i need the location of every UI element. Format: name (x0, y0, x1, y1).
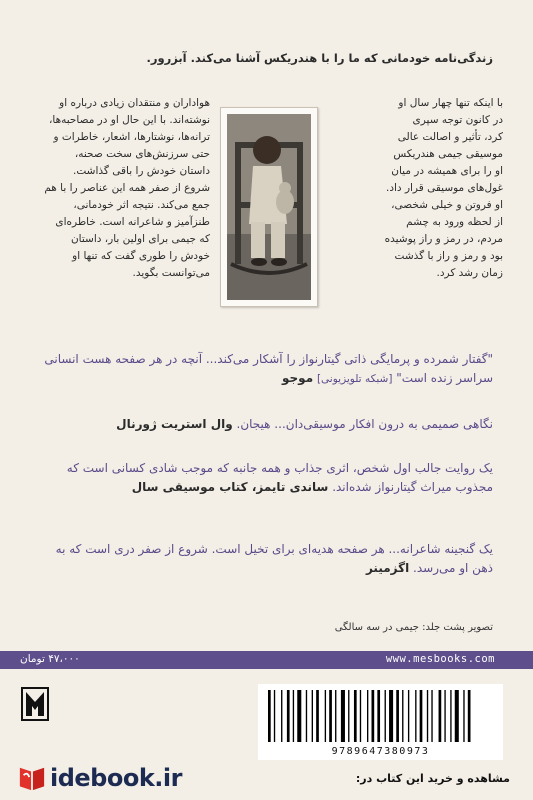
barcode-bar (377, 690, 380, 742)
bio-line: خودش را طوری گفت که تنها او (72, 250, 210, 262)
quote-source: ساندی تایمز، کتاب موسیقی سال (131, 479, 329, 494)
barcode-bar (312, 690, 313, 742)
bio-line: شروع از صفر همه این عناصر را با هم (44, 182, 210, 194)
bio-line: زمان رشد کرد. (436, 267, 503, 279)
barcode-bar (316, 690, 319, 742)
barcode-bar (463, 690, 464, 742)
barcode-bar (268, 690, 271, 742)
barcode-bar (389, 690, 393, 742)
bio-line: در کانون توجه سپری (412, 114, 503, 126)
barcode-bar (420, 690, 423, 742)
bio-line: ترانه‌ها، نوشتارها، اشعار، خاطرات و (53, 131, 210, 143)
isbn-number: 9789647380973 (331, 746, 430, 757)
barcode-bar (306, 690, 307, 742)
bio-line: کرد، تأثیر و اصالت عالی (397, 131, 503, 143)
barcode-bar (439, 690, 442, 742)
barcode-bar (431, 690, 432, 742)
barcode-bar (274, 690, 275, 742)
quote-text: "گفتار شمرده و پرمایگی ذاتی گیتارنواز را آشکار می‌کند... آنچه در هر صفحه هست انسانی سراسر زنده است" (44, 352, 493, 385)
barcode-bar (287, 690, 290, 742)
review-quote-wsj (33, 415, 493, 434)
barcode-bar (372, 690, 375, 742)
review-quote-sunday-times (33, 459, 493, 496)
bio-line: موسیقی جیمی هندریکس (393, 148, 503, 160)
bio-line: او را برای همیشه در میان (391, 165, 503, 177)
bio-line: می‌توانست بگوید. (132, 267, 210, 279)
barcode-bar (402, 690, 403, 742)
barcode-bar (396, 690, 399, 742)
publisher-bar (0, 651, 533, 669)
barcode-bar (329, 690, 332, 742)
barcode-bars (268, 690, 493, 742)
barcode-bar (455, 690, 459, 742)
bio-line: هواداران و منتقدان زیادی درباره او (59, 97, 210, 109)
barcode-bar (360, 690, 361, 742)
barcode-bar (408, 690, 409, 742)
bio-line: با اینکه تنها چهار سال او (398, 97, 503, 109)
review-quote-examiner (33, 540, 493, 577)
barcode-bar (325, 690, 326, 742)
bio-line: حتی سرزنش‌های سخت صحنه، (74, 148, 210, 160)
publisher-logo-icon (20, 686, 50, 722)
bio-left-column (20, 95, 210, 282)
barcode-bar (335, 690, 336, 742)
bio-line: او فروتن و خیلی شخصی، (391, 199, 503, 211)
quote-bracket: [شبکه تلویزیونی] (316, 372, 393, 385)
barcode-bar (293, 690, 294, 742)
watermark-text: مشاهده و خرید این کتاب در: (355, 772, 510, 785)
quote-text: یک گنجینه شاعرانه... هر صفحه هدیه‌ای برای تخیل است. شروع از صفر دری است که به ذهن او می‌رسد. (55, 542, 493, 575)
barcode-bar (450, 690, 451, 742)
barcode-bar (281, 690, 282, 742)
bio-line: داستان خودش را باقی گذاشت. (73, 165, 210, 177)
isbn-barcode (258, 684, 503, 760)
barcode-bar (348, 690, 349, 742)
watermark-brand: idebook.ir (50, 764, 182, 792)
photo-image (227, 114, 311, 300)
barcode-bar (367, 690, 368, 742)
child-in-chair-illustration (227, 114, 311, 300)
bio-line: مردم، در رمز و راز پوشیده (384, 233, 503, 245)
quote-text: نگاهی صمیمی به درون افکار موسیقی‌دان... هیجان. (236, 417, 493, 431)
bio-right-column (363, 95, 503, 282)
bio-line: طنزآمیز و شاعرانه است. خاطره‌ای (55, 216, 210, 228)
barcode-bar (468, 690, 471, 742)
review-quote-mojo (33, 350, 493, 387)
bio-line: غول‌های موسیقی قرار داد. (386, 182, 503, 194)
quote-source: موجو (282, 370, 314, 385)
barcode-bar (415, 690, 416, 742)
watermark-logo[interactable] (18, 762, 182, 794)
quote-source: وال استریت ژورنال (116, 417, 233, 431)
price-label: ۴۷،۰۰۰ تومان (20, 653, 80, 665)
bio-line: جمع می‌کند. نتیجه اثر خودمانی، (73, 199, 210, 211)
quote-text: یک روایت جالب اول شخص، اثری جذاب و همه جانبه که موجب شادی کسانی است که مجذوب میراث گیتارنواز شده‌اند. (66, 461, 493, 494)
tagline: زندگی‌نامه خودمانی که ما را با هندریکس آشنا می‌کند. آبزرور. (146, 51, 493, 65)
book-icon (18, 764, 46, 792)
publisher-url[interactable]: www.mesbooks.com (385, 653, 495, 665)
barcode-bar (427, 690, 428, 742)
bio-line: بود و رمز و راز با گذشت (394, 250, 503, 262)
cover-photo-caption: تصویر پشت جلد: جیمی در سه سالگی (334, 622, 493, 633)
barcode-bar (444, 690, 445, 742)
barcode-bar (341, 690, 345, 742)
barcode-bar (297, 690, 301, 742)
quote-source: اگزمینر (365, 560, 410, 575)
child-photo (220, 107, 318, 307)
bio-line: نوشته‌اند. با این حال او در مصاحبه‌ها، (48, 114, 210, 126)
barcode-bar (354, 690, 357, 742)
bio-line: که جیمی برای اولین بار، داستان (70, 233, 210, 245)
bio-line: از لحظه ورود به چشم (406, 216, 503, 228)
barcode-bar (385, 690, 386, 742)
